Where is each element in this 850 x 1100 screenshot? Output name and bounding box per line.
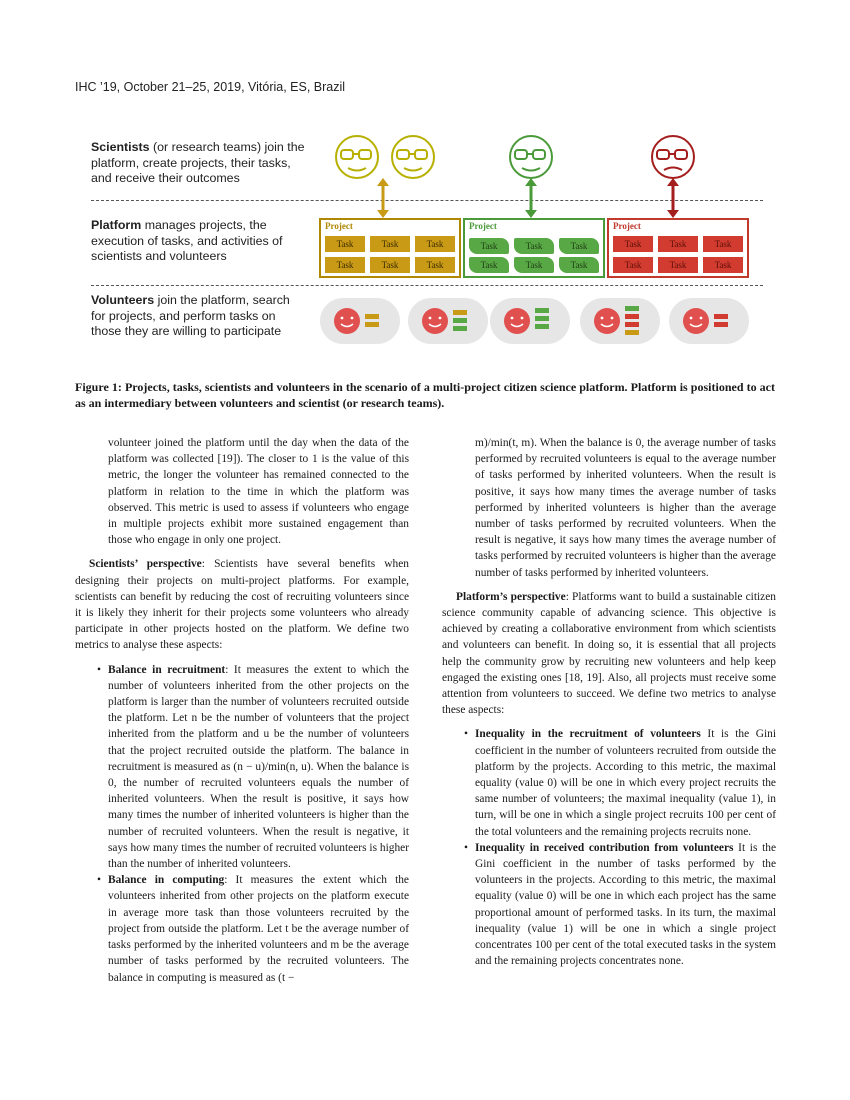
- volunteer-smiley-icon: [580, 298, 660, 344]
- double-arrow-gold-icon: [376, 176, 390, 220]
- task-cell: Task: [415, 236, 455, 252]
- metric-list: [75, 662, 409, 986]
- divider-bottom: [91, 285, 763, 286]
- figure-caption: Figure 1: Projects, tasks, scientists and volunteers in the scenario of a multi-project citizen science platform. Platform is positioned to act as an intermediary between volunteers and scientist (or research teams).: [75, 380, 775, 410]
- scientists-description: Scientists (or research teams) join the platform, create projects, their tasks, and receive their outcomes: [91, 140, 305, 185]
- task-cell: Task: [559, 257, 599, 273]
- task-cell: Task: [469, 238, 509, 254]
- task-cell: Task: [703, 257, 743, 273]
- project-box-red: [607, 218, 749, 278]
- volunteer-5: [669, 298, 749, 344]
- task-cell: Task: [703, 236, 743, 252]
- paragraph: Scientists’ perspective: Scientists have several benefits when designing their projects on multi-project platforms. For example, scientists can benefit by reducing the cost of recruiting volunteers since it is likely they inherit for their projects some volunteers who already participate in other projects hosted on the platform. We define two metrics to analyse these aspects:: [75, 558, 409, 652]
- left-column: [75, 435, 409, 986]
- project-box-gold: [319, 218, 461, 278]
- paragraph: m)/min(t, m). When the balance is 0, the average number of tasks performed by recruited volunteers is equal to the average number of tasks performed by inherited volunteers. When the result is positive, it says how many times the average number of tasks performed by inherited volunteers is higher than the average number of tasks performed by recruited volunteers. When the result is negative, it says how many times the average number of tasks performed by recruited volunteers is higher than the average number of tasks performed by inherited volunteers.: [475, 437, 776, 579]
- volunteer-3: [490, 298, 570, 344]
- paragraph: Platform’s perspective: Platforms want to build a sustainable citizen science community capable of advancing science. This objective is achieved by creating a collaborative environment from which scientists and volunteers can benefit. In doing so, it is essential that all projects help the community grow by recruiting new volunteers and help keep engaged the existing ones [18, 19]. Also, all projects must receive some attention from volunteers to succeed. We define two metrics to analyse these aspects:: [442, 590, 776, 717]
- right-column: [442, 435, 776, 970]
- task-cell: Task: [514, 238, 554, 254]
- project-title: Project: [613, 221, 641, 231]
- task-cell: Task: [559, 238, 599, 254]
- task-cell: Task: [370, 257, 410, 273]
- task-cell: Task: [613, 236, 653, 252]
- volunteer-2: [408, 298, 488, 344]
- list-item: • Inequality in received contribution from volunteers It is the Gini coefficient in the number of tasks performed by the volunteers in the projects. According to this metric, the maximal equality (value 0) will be one in which each project has the same proportional amount of performed tasks. In its turn, the maximal inequality (value 1) will be one in which a single project concentrates 100 per cent of the total executed tasks in the system and the remaining projects concentrates none.: [442, 840, 776, 970]
- task-cell: Task: [325, 257, 365, 273]
- task-cell: Task: [370, 236, 410, 252]
- list-item: • Balance in computing: It measures the extent which the volunteers inherited from other projects on the platform execute in average more task than those volunteers recruited by the project from outside the platform. Let t be the average number of tasks performed by the inherited volunteers and m be the average number of tasks performed by the recruited volunteers. The balance in computing is measured as (t −: [75, 872, 409, 985]
- project-title: Project: [325, 221, 353, 231]
- figure-1: [85, 128, 765, 350]
- task-cell: Task: [469, 257, 509, 273]
- volunteers-description: Volunteers join the platform, search for projects, and perform tasks on those they are willing to participate: [91, 293, 290, 338]
- volunteer-1: [320, 298, 400, 344]
- list-item: • Inequality in the recruitment of volunteers It is the Gini coefficient in the number of volunteers recruited from outside the platform by the projects. According to this metric, the maximal equality (value 0) will be one in which every project recruits the same number of volunteers; the maximal inequality (value 1), in turn, will be one in which a single project recruits 100 per cent of the total volunteers and the remaining projects recruits none.: [442, 726, 776, 839]
- task-cell: Task: [658, 236, 698, 252]
- project-box-green: [463, 218, 605, 278]
- double-arrow-red-icon: [666, 176, 680, 220]
- double-arrow-green-icon: [524, 176, 538, 220]
- volunteer-smiley-icon: [490, 298, 570, 344]
- volunteer-smiley-icon: [320, 298, 400, 344]
- metric-list: [442, 726, 776, 969]
- volunteer-4: [580, 298, 660, 344]
- running-header: IHC ’19, October 21–25, 2019, Vitória, ES, Brazil: [75, 80, 346, 94]
- volunteer-smiley-icon: [669, 298, 749, 344]
- task-cell: Task: [325, 236, 365, 252]
- task-cell: Task: [514, 257, 554, 273]
- list-item: • Balance in recruitment: It measures the extent to which the number of volunteers inherited from the other projects on the platform is larger than the number of volunteers recruited outside the platform. Let n be the number of volunteers that the project inherited from the platform and u be the number of volunteers that the project recruited outside the platform. The balance in recruitment is measured as (n − u)/min(n, u). When the balance is 0, the number of recruited volunteers equals the number of inherited volunteers. When the result is positive, it says how many times the number of inherited volunteers is higher than the number of recruited volunteers. When the result is negative, it says how many times the number of recruited volunteers is higher than the number of inherited volunteers.: [75, 662, 409, 873]
- project-title: Project: [469, 221, 497, 231]
- platform-description: Platform manages projects, the execution of tasks, and activities of scientists and volunteers: [91, 218, 283, 263]
- task-cell: Task: [613, 257, 653, 273]
- task-cell: Task: [658, 257, 698, 273]
- task-cell: Task: [415, 257, 455, 273]
- volunteer-smiley-icon: [408, 298, 488, 344]
- paragraph: volunteer joined the platform until the day when the data of the platform was collected [19]). The closer to 1 is the value of this metric, the longer the volunteer has remained connected to the platform in relation to the time in which the platform was observed. This metric is used to assess if volunteers who engage in multiple projects exhibit more sustained engagement than those who engage in only one project.: [108, 437, 409, 547]
- divider-top: [91, 200, 763, 201]
